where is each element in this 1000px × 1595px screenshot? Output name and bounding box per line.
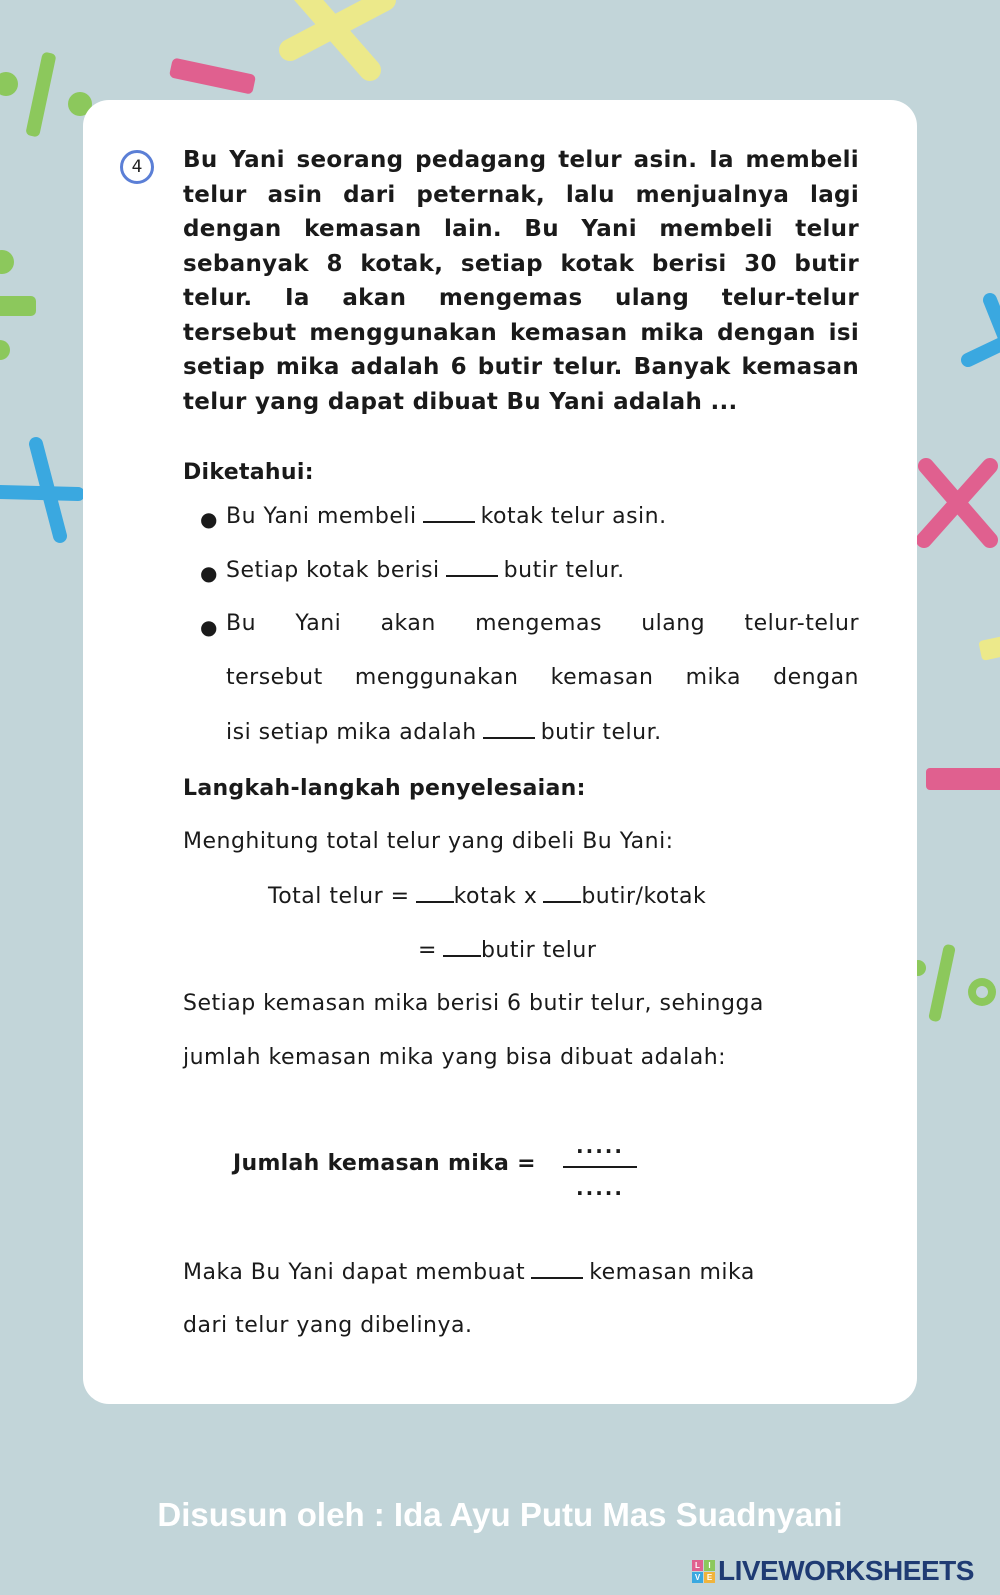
known-item-3-line-1: Bu Yani akan mengemas ulang telur-telur <box>226 611 859 636</box>
bullet-dot-1: ● <box>200 507 218 531</box>
question-text: Bu Yani seorang pedagang telur asin. Ia membeli telur asin dari peternak, lalu menjualnya lagi dengan kemasan lain. Bu Yani membeli telur sebanyak 8 kotak, setiap kotak berisi 30 butir telur. Ia akan mengemas ulang telur-telur tersebut menggunakan kemasan mika dengan isi setiap mika adalah 6 butir telur. Banyak kemasan telur yang dapat dibuat Bu Yani adalah ... <box>183 147 859 415</box>
steps-intro: Menghitung total telur yang dibeli Bu Yani: <box>183 829 674 854</box>
known-item-1: Bu Yani membeli kotak telur asin. <box>226 504 667 529</box>
steps-paragraph-line-1: Setiap kemasan mika berisi 6 butir telur, sehingga <box>183 991 764 1016</box>
blue-cross-shape <box>968 300 1000 360</box>
total-result: = butir telur <box>418 938 597 963</box>
conclusion-line-1: Maka Bu Yani dapat membuat kemasan mika <box>183 1260 755 1285</box>
known-item-2: Setiap kotak berisi butir telur. <box>226 558 625 583</box>
pink-bar-shape <box>169 57 256 94</box>
pink-x-shape <box>924 466 990 540</box>
blank-total-eggs[interactable] <box>443 937 481 957</box>
liveworksheets-brand[interactable] <box>692 1555 974 1587</box>
formula-label: Jumlah kemasan mika = <box>233 1151 536 1176</box>
yellow-dash-shape <box>978 635 1000 661</box>
yellow-cross-shape <box>290 0 385 70</box>
blue-plus-shape <box>0 444 78 536</box>
blank-answer[interactable] <box>531 1259 583 1279</box>
known-item-3-line-2: tersebut menggunakan kemasan mika dengan <box>226 665 859 690</box>
question-number-badge <box>120 150 154 184</box>
blank-total-per-box[interactable] <box>543 883 581 903</box>
question-number: 4 <box>131 157 143 177</box>
liveworksheets-logo-icon: L I V E <box>692 1560 715 1583</box>
total-equation: Total telur = kotak x butir/kotak <box>268 884 707 909</box>
author-credit: Disusun oleh : Ida Ayu Putu Mas Suadnyani <box>157 1496 843 1533</box>
fraction-bar <box>563 1166 637 1168</box>
blank-eggs-per-pack[interactable] <box>483 719 535 739</box>
steps-heading: Langkah-langkah penyelesaian: <box>183 776 586 801</box>
fraction-denominator[interactable]: ..... <box>576 1176 624 1200</box>
known-heading: Diketahui: <box>183 460 314 485</box>
pink-minus-shape <box>926 768 1000 790</box>
blank-total-boxes[interactable] <box>416 883 454 903</box>
bullet-dot-2: ● <box>200 561 218 585</box>
fraction-numerator[interactable]: ..... <box>576 1134 624 1158</box>
blank-box-count[interactable] <box>423 503 475 523</box>
known-item-3-line-3: isi setiap mika adalah butir telur. <box>226 720 662 745</box>
conclusion-line-2: dari telur yang dibelinya. <box>183 1313 473 1338</box>
green-percent-right-shape <box>910 944 996 1023</box>
blank-eggs-per-box[interactable] <box>446 557 498 577</box>
bullet-dot-3: ● <box>200 615 218 639</box>
steps-paragraph-line-2: jumlah kemasan mika yang bisa dibuat adalah: <box>183 1045 727 1070</box>
green-percent-shape <box>0 51 92 137</box>
liveworksheets-wordmark: LIVEWORKSHEETS <box>718 1555 974 1586</box>
green-equals-shape <box>0 250 36 360</box>
